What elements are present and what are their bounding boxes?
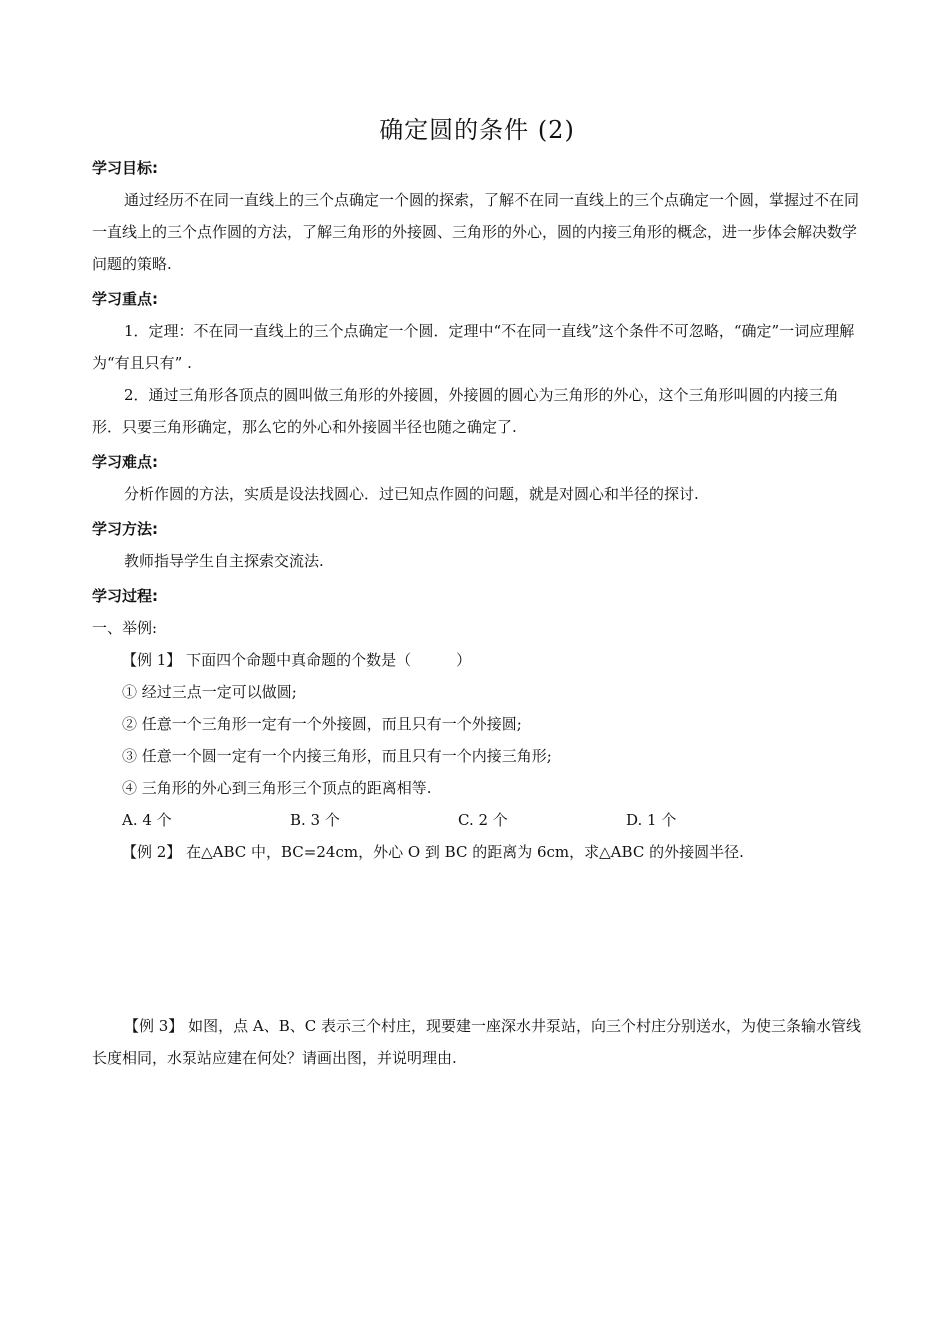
document-page bbox=[92, 110, 862, 1074]
example-1-statement-4: ④ 三角形的外心到三角形三个顶点的距离相等. bbox=[122, 779, 432, 797]
method-heading: 学习方法: bbox=[92, 520, 158, 538]
example-1-statement-3: ③ 任意一个圆一定有一个内接三角形，而且只有一个内接三角形; bbox=[122, 747, 552, 765]
difficulties-text: 分析作圆的方法，实质是设法找圆心．过已知点作圆的问题，就是对圆心和半径的探讨. bbox=[124, 485, 699, 503]
method-text: 教师指导学生自主探索交流法. bbox=[124, 552, 324, 570]
example-2 bbox=[92, 836, 862, 868]
objectives-text: 通过经历不在同一直线上的三个点确定一个圆的探索，了解不在同一直线上的三个点确定一个圆，掌握过不在同一直线上的三个点作圆的方法，了解三角形的外接圆、三角形的外心，圆的内接三角形的概念，进一步体会解决数学问题的策略. bbox=[92, 191, 860, 273]
difficulties-heading: 学习难点: bbox=[92, 453, 158, 471]
answer-space bbox=[92, 868, 862, 1010]
example-1-statement-1: ① 经过三点一定可以做圆; bbox=[122, 683, 297, 701]
objectives-heading: 学习目标: bbox=[92, 159, 158, 177]
example-1-choices bbox=[92, 804, 862, 836]
example-2-question: 在△ABC 中，BC=24cm，外心 O 到 BC 的距离为 6cm，求△ABC 的外接圆半径. bbox=[186, 843, 744, 861]
choice-d: D. 1 个 bbox=[626, 811, 677, 829]
choice-a: A. 4 个 bbox=[122, 811, 172, 829]
example-3-label: 【例 3】 bbox=[124, 1017, 184, 1035]
example-1-label: 【例 1】 bbox=[122, 651, 182, 669]
choice-b: B. 3 个 bbox=[290, 811, 340, 829]
example-1-question: 下面四个命题中真命题的个数是（ ） bbox=[186, 651, 472, 669]
key-point-1: 1．定理：不在同一直线上的三个点确定一个圆．定理中“不在同一直线”这个条件不可忽略，“确定”一词应理解为“有且只有” . bbox=[92, 322, 855, 372]
example-2-label: 【例 2】 bbox=[122, 843, 182, 861]
part-one-label: 一、举例: bbox=[92, 619, 158, 637]
page-title: 确定圆的条件 (2) bbox=[379, 116, 575, 144]
example-3 bbox=[92, 1010, 862, 1074]
example-1-statement-2: ② 任意一个三角形一定有一个外接圆，而且只有一个外接圆; bbox=[122, 715, 522, 733]
key-points-heading: 学习重点: bbox=[92, 290, 158, 308]
example-1 bbox=[92, 644, 862, 676]
choice-c: C. 2 个 bbox=[458, 811, 508, 829]
example-3-question: 如图，点 A、B、C 表示三个村庄，现要建一座深水井泵站，向三个村庄分别送水，为使三条输水管线长度相同，水泵站应建在何处？请画出图，并说明理由. bbox=[92, 1017, 861, 1067]
key-point-2: 2．通过三角形各顶点的圆叫做三角形的外接圆，外接圆的圆心为三角形的外心，这个三角形叫圆的内接三角形．只要三角形确定，那么它的外心和外接圆半径也随之确定了. bbox=[92, 386, 839, 436]
process-heading: 学习过程: bbox=[92, 587, 158, 605]
